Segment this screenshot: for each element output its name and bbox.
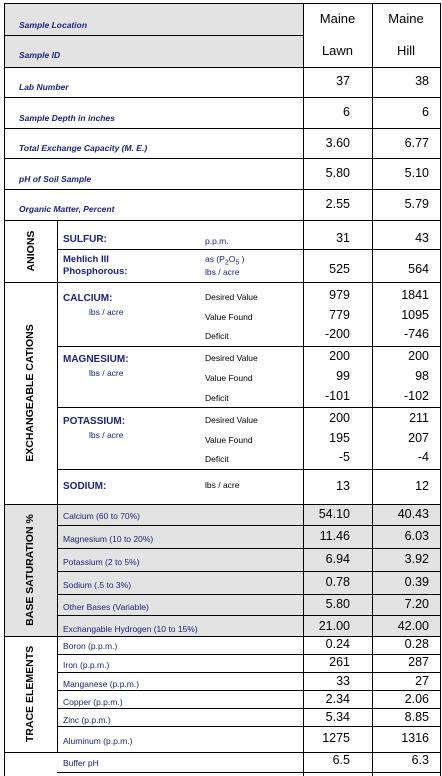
boron-value: 0.28 bbox=[404, 637, 429, 651]
bs-calcium-value: 40.43 bbox=[397, 507, 429, 521]
magnesium-desired-value: 200 bbox=[329, 349, 350, 363]
base-saturation-shade bbox=[5, 504, 303, 636]
magnesium-found-value: 99 bbox=[336, 369, 350, 383]
sulfur-value: 31 bbox=[336, 231, 350, 245]
calcium-deficit-value: -746 bbox=[403, 327, 429, 341]
col2-location: Maine bbox=[388, 11, 424, 26]
manganese-value: 27 bbox=[415, 674, 429, 688]
potassium-found-value: 195 bbox=[329, 431, 350, 445]
calcium-found-value: 779 bbox=[329, 308, 350, 322]
bs-magnesium-label: Magnesium (10 to 20%) bbox=[63, 534, 154, 544]
magnesium-deficit-value: -101 bbox=[324, 389, 350, 403]
bs-sodium-label: Sodium (.5 to 3%) bbox=[63, 580, 132, 590]
exchange-capacity-value: 6.77 bbox=[404, 136, 429, 150]
soil-ph-label: pH of Soil Sample bbox=[19, 174, 92, 184]
magnesium-desired-value: 200 bbox=[408, 349, 429, 363]
zinc-value: 8.85 bbox=[404, 710, 429, 724]
potassium-found-value: 207 bbox=[408, 431, 429, 445]
sulfur-unit: p.p.m. bbox=[205, 236, 229, 246]
soil-analysis-table bbox=[4, 3, 441, 776]
organic-matter-value: 5.79 bbox=[404, 197, 429, 211]
sample-depth-value: 6 bbox=[343, 105, 350, 119]
calcium-deficit-value: -200 bbox=[324, 327, 350, 341]
calcium-unit: lbs / acre bbox=[89, 307, 124, 317]
aluminum-value: 1316 bbox=[401, 731, 429, 745]
trace-elements-section-label: TRACE ELEMENTS bbox=[24, 645, 36, 743]
bs-potassium-label: Potassium (2 to 5%) bbox=[63, 557, 140, 567]
magnesium-desired-label: Desired Value bbox=[205, 353, 258, 363]
buffer-ph-label: Buffer pH bbox=[63, 758, 99, 768]
phosphorous-label: Phosphorous: bbox=[63, 266, 128, 277]
calcium-found-value: 1095 bbox=[401, 308, 429, 322]
bs-calcium-label: Calcium (60 to 70%) bbox=[63, 511, 141, 521]
aluminum-value: 1275 bbox=[322, 731, 350, 745]
copper-value: 2.34 bbox=[325, 692, 350, 706]
bs-magnesium-value: 11.46 bbox=[319, 529, 350, 543]
boron-label: Boron (p.p.m.) bbox=[63, 641, 118, 651]
bs-other-bases-value: 7.20 bbox=[404, 597, 429, 611]
copper-label: Copper (p.p.m.) bbox=[63, 697, 123, 707]
bs-potassium-value: 3.92 bbox=[404, 552, 429, 566]
bs-other-bases-label: Other Bases (Variable) bbox=[63, 602, 149, 612]
bs-other-bases-value: 5.80 bbox=[325, 597, 350, 611]
lab-number-label: Lab Number bbox=[19, 82, 69, 92]
magnesium-found-value: 98 bbox=[415, 369, 429, 383]
buffer-ph-value: 6.5 bbox=[332, 753, 350, 767]
sodium-label: SODIUM: bbox=[63, 481, 107, 492]
zinc-label: Zinc (p.p.m.) bbox=[63, 715, 111, 725]
bs-magnesium-value: 6.03 bbox=[404, 529, 429, 543]
sulfur-label: SULFUR: bbox=[63, 234, 107, 245]
bs-calcium-value: 54.10 bbox=[318, 507, 350, 521]
potassium-label: POTASSIUM: bbox=[63, 416, 126, 427]
bs-hydrogen-label: Exchangable Hydrogen (10 to 15%) bbox=[63, 624, 198, 634]
potassium-deficit-value: -4 bbox=[417, 450, 429, 464]
magnesium-deficit-label: Deficit bbox=[205, 393, 229, 403]
phosphorous-unit: as ($P_2O_5$ ) bbox=[205, 254, 245, 267]
bs-sodium-value: 0.78 bbox=[325, 575, 350, 589]
potassium-desired-value: 200 bbox=[329, 411, 350, 425]
phosphorous-value: 564 bbox=[408, 262, 429, 276]
calcium-desired-value: 1841 bbox=[401, 288, 429, 302]
calcium-deficit-label: Deficit bbox=[205, 331, 229, 341]
calcium-found-label: Value Found bbox=[205, 312, 253, 322]
magnesium-deficit-value: -102 bbox=[403, 389, 429, 403]
sodium-value: 12 bbox=[415, 479, 429, 493]
bs-hydrogen-value: 21.00 bbox=[318, 619, 350, 633]
iron-value: 287 bbox=[408, 655, 429, 669]
sample-depth-label: Sample Depth in inches bbox=[19, 113, 115, 123]
sodium-unit: lbs / acre bbox=[205, 480, 240, 490]
potassium-desired-value: 211 bbox=[409, 411, 429, 425]
soil-ph-value: 5.10 bbox=[404, 166, 429, 180]
anions-section-label: ANIONS bbox=[25, 230, 37, 272]
col1-sample-id: Lawn bbox=[321, 43, 354, 58]
buffer-ph-value: 6.3 bbox=[411, 753, 429, 767]
col1-location: Maine bbox=[319, 11, 356, 26]
potassium-deficit-label: Deficit bbox=[205, 454, 229, 464]
lab-number-value: 37 bbox=[336, 74, 350, 88]
organic-matter-label: Organic Matter, Percent bbox=[19, 204, 115, 214]
exchange-capacity-value: 3.60 bbox=[325, 136, 350, 150]
potassium-found-label: Value Found bbox=[205, 435, 253, 445]
soil-ph-value: 5.80 bbox=[325, 166, 350, 180]
zinc-value: 5.34 bbox=[325, 710, 350, 724]
sodium-value: 13 bbox=[336, 479, 350, 493]
sample-location-label: Sample Location bbox=[19, 20, 88, 30]
aluminum-label: Aluminum (p.p.m.) bbox=[63, 736, 133, 746]
iron-value: 261 bbox=[329, 655, 350, 669]
exchangeable-cations-section-label: EXCHANGEABLE CATIONS bbox=[24, 324, 36, 462]
bs-sodium-value: 0.39 bbox=[404, 575, 429, 589]
magnesium-unit: lbs / acre bbox=[89, 368, 124, 378]
col2-sample-id: Hill bbox=[396, 43, 416, 58]
exchange-capacity-label: Total Exchange Capacity (M. E.) bbox=[19, 143, 148, 153]
potassium-deficit-value: -5 bbox=[338, 450, 350, 464]
calcium-label: CALCIUM: bbox=[63, 293, 113, 304]
lab-number-value: 38 bbox=[415, 74, 429, 88]
phosphorous-unit-line2: lbs / acre bbox=[205, 267, 240, 277]
iron-label: Iron (p.p.m.) bbox=[63, 660, 110, 670]
sulfur-value: 43 bbox=[415, 231, 429, 245]
bs-hydrogen-value: 42.00 bbox=[397, 619, 429, 633]
bs-potassium-value: 6.94 bbox=[325, 552, 350, 566]
manganese-value: 33 bbox=[336, 674, 350, 688]
calcium-desired-label: Desired Value bbox=[205, 292, 258, 302]
organic-matter-value: 2.55 bbox=[325, 197, 350, 211]
manganese-label: Manganese (p.p.m.) bbox=[63, 679, 140, 689]
copper-value: 2.06 bbox=[404, 692, 429, 706]
base-saturation-section-label: BASE SATURATION % bbox=[24, 514, 36, 626]
sample-id-label: Sample ID bbox=[19, 50, 61, 60]
phosphorous-value: 525 bbox=[329, 262, 350, 276]
calcium-desired-value: 979 bbox=[329, 288, 350, 302]
mehlich-label: Mehlich III bbox=[63, 254, 109, 265]
sample-depth-value: 6 bbox=[422, 105, 429, 119]
boron-value: 0.24 bbox=[325, 637, 350, 651]
potassium-desired-label: Desired Value bbox=[205, 415, 258, 425]
magnesium-label: MAGNESIUM: bbox=[63, 354, 129, 365]
potassium-unit: lbs / acre bbox=[89, 430, 124, 440]
magnesium-found-label: Value Found bbox=[205, 373, 253, 383]
